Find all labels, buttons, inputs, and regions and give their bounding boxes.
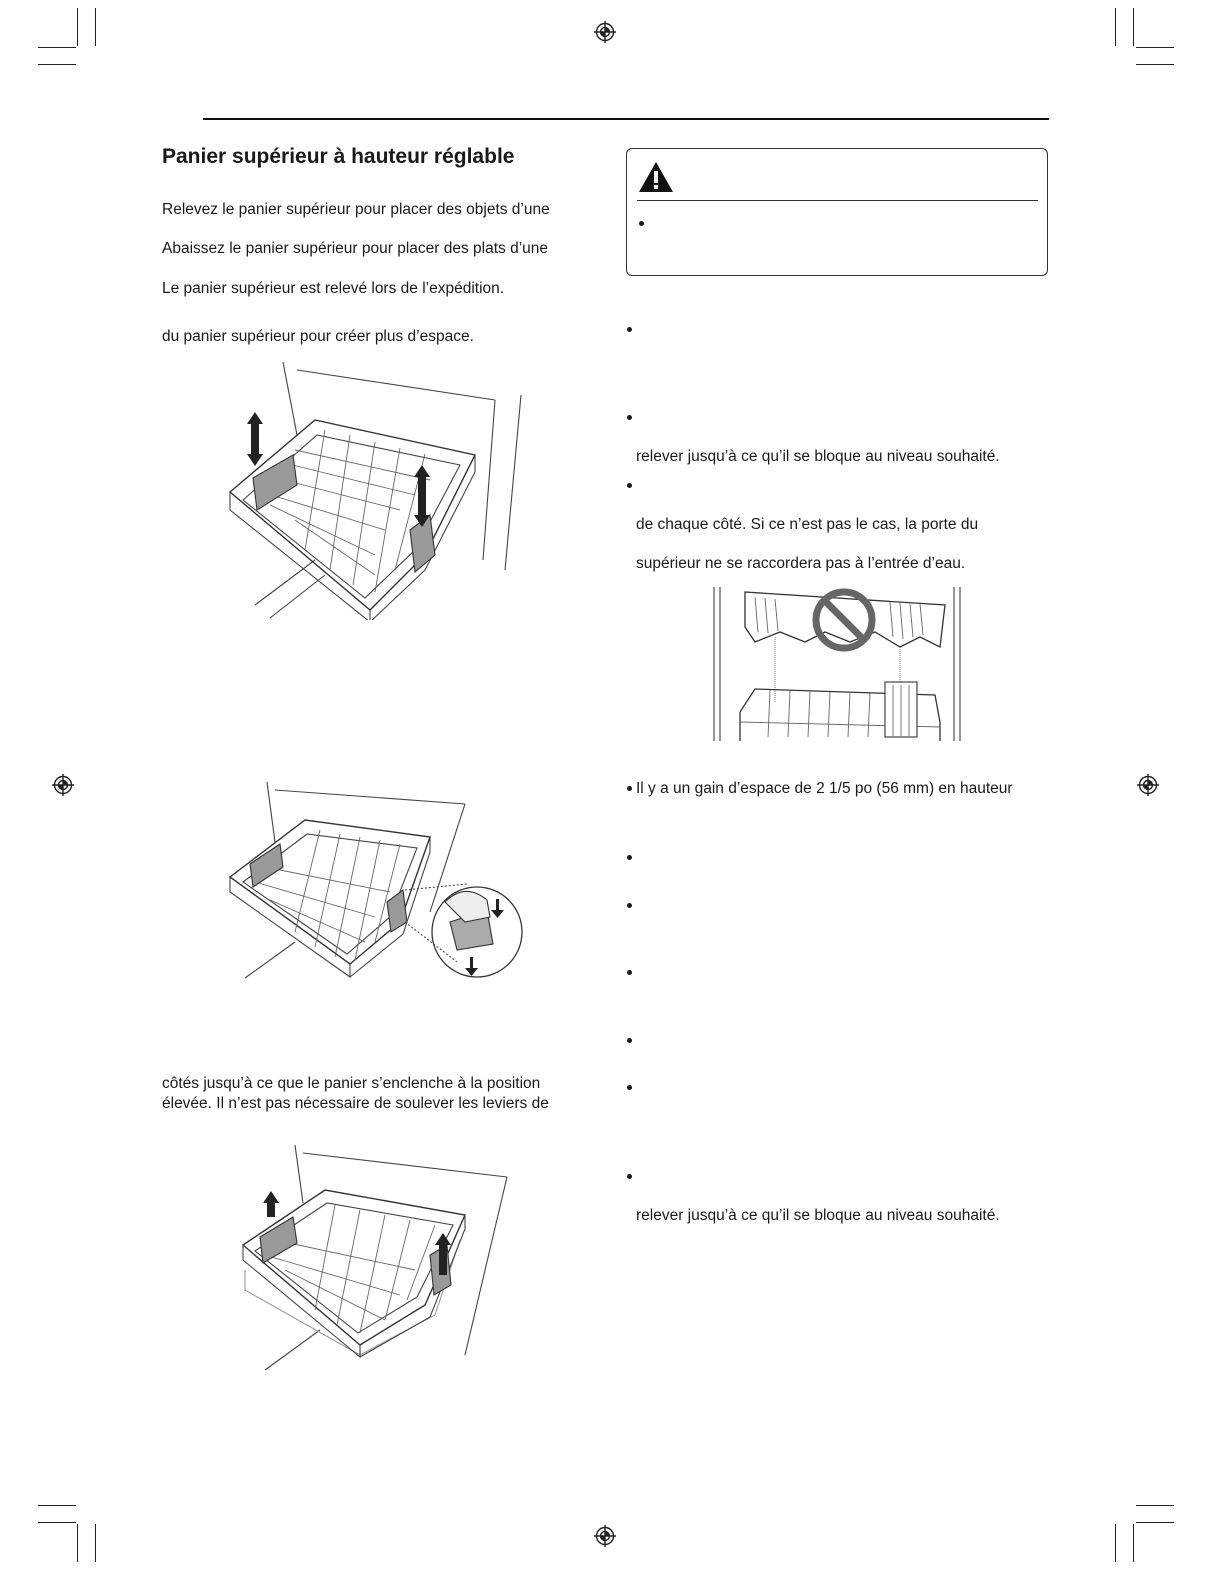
- paragraph-line: élevée. Il n’est pas nécessaire de soulever les leviers de: [162, 1095, 549, 1112]
- warning-triangle-icon: [638, 161, 674, 193]
- crop-mark: [77, 1524, 78, 1562]
- registration-mark-icon: [52, 774, 74, 796]
- registration-mark-icon: [594, 21, 616, 43]
- warning-divider: [637, 200, 1038, 201]
- bullet: [627, 786, 632, 791]
- paragraph-line: du panier supérieur pour créer plus d’espace.: [162, 328, 474, 345]
- crop-mark: [38, 47, 76, 48]
- crop-mark: [77, 8, 78, 46]
- bullet: [627, 855, 632, 860]
- paragraph-line: Le panier supérieur est relevé lors de l’expédition.: [162, 280, 505, 297]
- bullet: [627, 483, 632, 488]
- incorrect-rack-illustration: [710, 587, 965, 743]
- crop-mark: [1133, 8, 1134, 46]
- crop-mark: [95, 1524, 96, 1562]
- paragraph-line: supérieur ne se raccordera pas à l’entrée d’eau.: [636, 555, 966, 572]
- bullet: [627, 327, 632, 332]
- crop-mark: [38, 1505, 76, 1506]
- warning-box: [626, 148, 1048, 276]
- paragraph-line: Il y a un gain d’espace de 2 1/5 po (56 mm) en hauteur: [636, 780, 1013, 797]
- bullet: [627, 1085, 632, 1090]
- rack-raise-lower-illustration: [225, 360, 525, 620]
- bullet: [627, 1174, 632, 1179]
- crop-mark: [95, 8, 96, 46]
- rack-lift-illustration: [225, 1145, 515, 1380]
- crop-mark: [1136, 47, 1174, 48]
- bullet: [639, 221, 644, 226]
- crop-mark: [1115, 1524, 1116, 1562]
- section-heading: Panier supérieur à hauteur réglable: [162, 145, 515, 168]
- paragraph-line: relever jusqu’à ce qu’il se bloque au niveau souhaité.: [636, 1207, 1000, 1224]
- crop-mark: [38, 1522, 76, 1523]
- registration-mark-icon: [1137, 774, 1159, 796]
- paragraph-line: Relevez le panier supérieur pour placer des objets d’une: [162, 201, 550, 218]
- bullet: [627, 970, 632, 975]
- paragraph-line: relever jusqu’à ce qu’il se bloque au niveau souhaité.: [636, 448, 1000, 465]
- bullet: [627, 903, 632, 908]
- bullet: [627, 1038, 632, 1043]
- crop-mark: [38, 64, 76, 65]
- paragraph-line: côtés jusqu’à ce que le panier s’enclenche à la position: [162, 1075, 541, 1092]
- paragraph-line: de chaque côté. Si ce n’est pas le cas, la porte du: [636, 516, 979, 533]
- crop-mark: [1136, 64, 1174, 65]
- crop-mark: [1133, 1524, 1134, 1562]
- bullet: [627, 415, 632, 420]
- header-rule: [203, 118, 1049, 120]
- crop-mark: [1115, 8, 1116, 46]
- crop-mark: [1136, 1522, 1174, 1523]
- rack-lever-illustration: [225, 782, 525, 987]
- paragraph-line: Abaissez le panier supérieur pour placer des plats d’une: [162, 240, 549, 257]
- registration-mark-icon: [594, 1525, 616, 1547]
- crop-mark: [1136, 1505, 1174, 1506]
